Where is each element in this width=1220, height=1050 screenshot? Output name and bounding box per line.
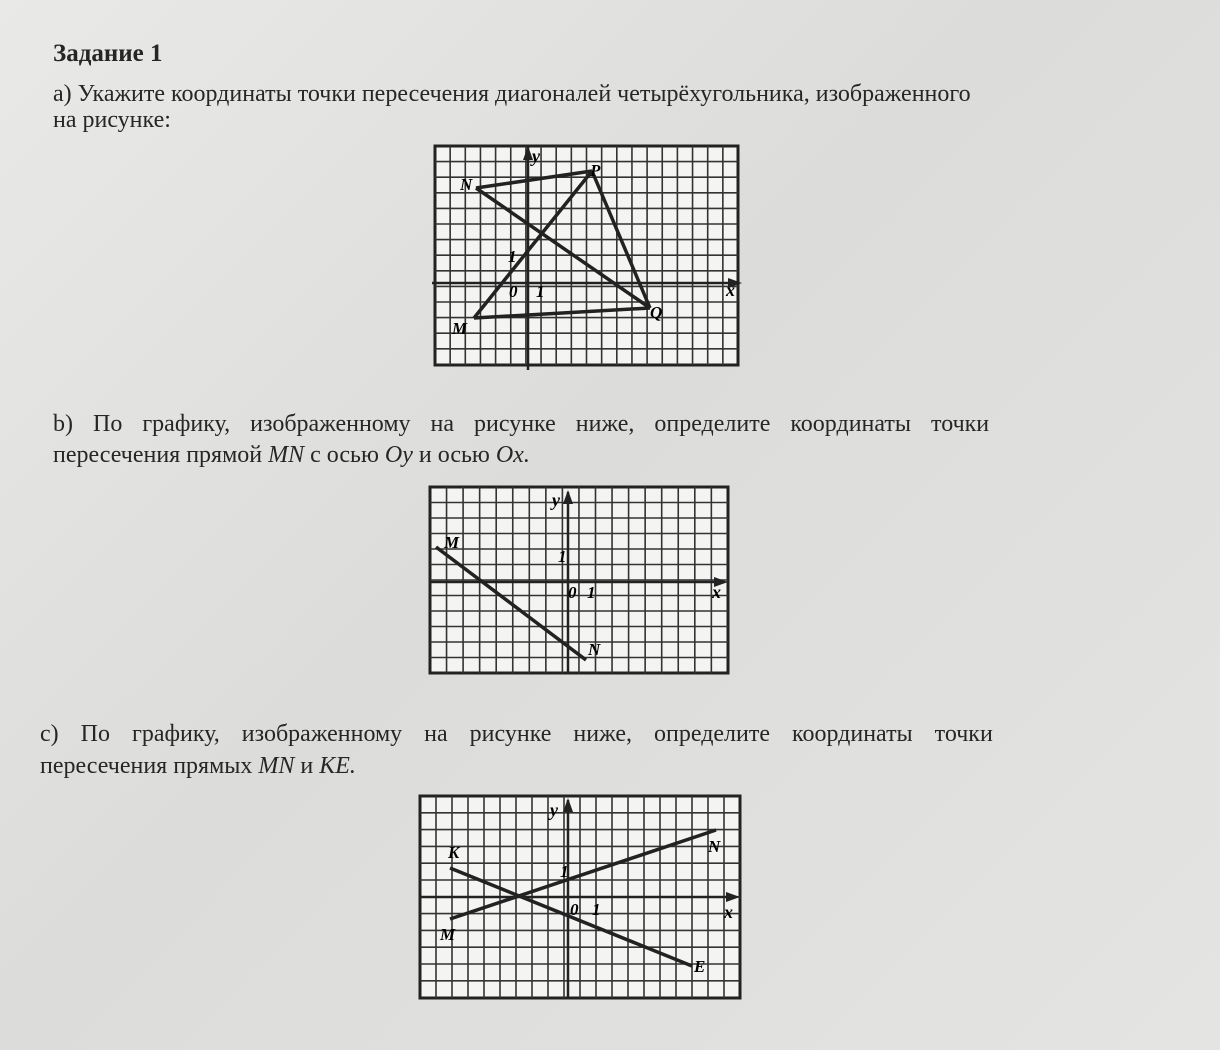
part-c-text-and: и xyxy=(294,753,320,779)
part-b-text-mid: с осью xyxy=(304,442,385,468)
figure-b-origin-label: 0 xyxy=(568,583,577,602)
part-c-question-line1: с) По графику, изображенному на рисунке ниже, определите координаты точки xyxy=(40,721,993,747)
figure-a-unit-y-label: 1 xyxy=(508,247,517,266)
figure-c-point-M: M xyxy=(440,925,456,944)
figure-a-unit-x-label: 1 xyxy=(536,282,545,301)
figure-a-y-label: y xyxy=(532,146,540,166)
part-c-text-ke: KE. xyxy=(319,753,356,779)
figure-a-point-N: N xyxy=(460,175,473,194)
part-b-text-oy: Oy xyxy=(384,442,413,468)
figure-b-point-N: N xyxy=(588,640,601,659)
figure-b-unit-x-label: 1 xyxy=(587,583,596,602)
figure-c-y-label: y xyxy=(550,800,558,820)
figure-a-point-P: P xyxy=(590,161,601,180)
figure-c-point-N: N xyxy=(708,837,721,856)
part-b-text-ox: Ox. xyxy=(495,442,530,468)
part-b-text-pre: пересечения прямой xyxy=(53,442,269,468)
part-c-text-pre: пересечения прямых xyxy=(40,753,259,779)
figure-c-point-K: K xyxy=(448,843,460,862)
part-b-text-mn: MN xyxy=(268,442,305,468)
figure-a-point-Q: Q xyxy=(650,303,663,322)
figure-a-point-M: M xyxy=(452,319,468,338)
part-a-question-line1: а) Укажите координаты точки пересечения диагоналей четырёхугольника, изображенного xyxy=(53,81,971,107)
figure-b-x-label: x xyxy=(712,582,721,602)
figure-a-origin-label: 0 xyxy=(509,282,518,301)
figure-a-x-label: x xyxy=(726,280,735,300)
part-b-text-and: и осью xyxy=(412,442,496,468)
figure-b-y-label: y xyxy=(552,490,560,510)
part-b-question-line1: b) По графику, изображенному на рисунке ниже, определите координаты точки xyxy=(53,411,990,437)
figure-c-unit-y-label: 1 xyxy=(560,862,569,881)
figure-b-point-M: M xyxy=(444,533,460,552)
part-a-question-line2: на рисунке: xyxy=(53,107,171,133)
figure-c-point-E: E xyxy=(694,957,706,976)
figure-c-x-label: x xyxy=(724,902,733,922)
figure-b-unit-y-label: 1 xyxy=(558,547,567,566)
figure-c-unit-x-label: 1 xyxy=(592,900,601,919)
part-c-text-mn: MN xyxy=(258,753,295,779)
task-title: Задание 1 xyxy=(53,40,163,67)
figure-c-origin-label: 0 xyxy=(570,900,579,919)
